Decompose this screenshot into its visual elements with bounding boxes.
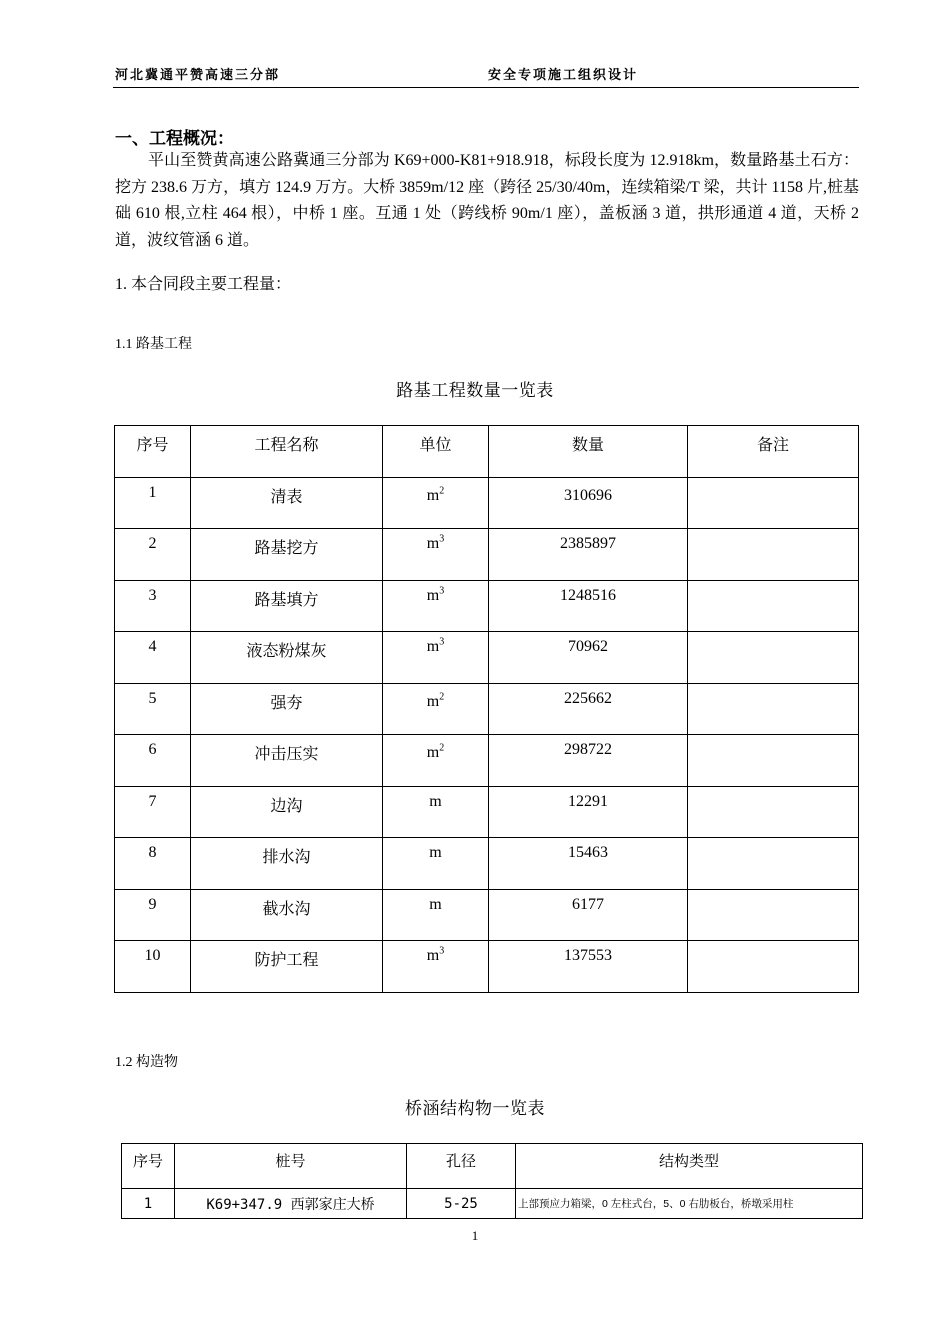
row-name: 边沟 <box>191 786 383 838</box>
row-note <box>688 735 859 787</box>
header-cell: 桩号 <box>175 1144 407 1189</box>
row-note <box>688 941 859 993</box>
row-unit <box>383 735 489 787</box>
row-qty: 70962 <box>489 632 688 684</box>
section-title: 一、工程概况： <box>115 129 234 149</box>
table-row <box>115 941 859 993</box>
row-note <box>688 786 859 838</box>
header-rule <box>113 87 859 88</box>
unit-exponent: 2 <box>439 485 445 497</box>
header-cell: 单位 <box>383 426 489 478</box>
unit-exponent: 3 <box>439 533 445 545</box>
row-note <box>688 889 859 941</box>
row-qty: 6177 <box>489 889 688 941</box>
header-cell: 备注 <box>688 426 859 478</box>
row-structure-type: 上部预应力箱梁，0 左柱式台，5、0 右肋板台，桥墩采用柱 <box>516 1189 863 1219</box>
table-row <box>115 477 859 529</box>
row-qty: 15463 <box>489 838 688 890</box>
unit-exponent: 3 <box>439 945 445 957</box>
unit-text: m <box>429 792 442 810</box>
row-qty: 137553 <box>489 941 688 993</box>
table-row <box>115 786 859 838</box>
header-cell: 数量 <box>489 426 688 478</box>
table-row <box>115 580 859 632</box>
row-note <box>688 477 859 529</box>
table-row <box>115 735 859 787</box>
header-cell: 序号 <box>122 1144 175 1189</box>
row-name: 液态粉煤灰 <box>191 632 383 684</box>
intro-paragraph <box>115 148 859 254</box>
header-cell: 工程名称 <box>191 426 383 478</box>
row-no: 7 <box>115 786 191 838</box>
heading-subgrade: 1.1 路基工程 <box>115 337 192 352</box>
row-name: 排水沟 <box>191 838 383 890</box>
unit-text: m <box>426 486 440 504</box>
row-station: K69+347.9 西郭家庄大桥 <box>175 1189 407 1219</box>
row-no: 3 <box>115 580 191 632</box>
row-unit <box>383 941 489 993</box>
row-name: 路基挖方 <box>191 529 383 581</box>
row-name: 强夯 <box>191 683 383 735</box>
bridge-structure-table <box>121 1143 863 1219</box>
row-qty: 298722 <box>489 735 688 787</box>
unit-text: m <box>426 744 440 761</box>
row-no: 9 <box>115 889 191 941</box>
row-no: 1 <box>122 1189 175 1219</box>
table1-caption: 路基工程数量一览表 <box>396 381 554 400</box>
row-qty: 225662 <box>489 683 688 735</box>
row-note <box>688 529 859 581</box>
unit-text: m <box>426 535 440 552</box>
header-right: 安全专项施工组织设计 <box>488 67 639 82</box>
heading-structures: 1.2 构造物 <box>115 1055 178 1070</box>
table-row <box>115 683 859 735</box>
row-no: 2 <box>115 529 191 581</box>
row-qty: 1248516 <box>489 580 688 632</box>
row-qty: 2385897 <box>489 529 688 581</box>
row-unit <box>383 838 489 890</box>
row-unit <box>383 632 489 684</box>
row-no: 4 <box>115 632 191 684</box>
table-row <box>115 889 859 941</box>
unit-text: m <box>426 586 440 604</box>
unit-exponent: 2 <box>439 691 445 703</box>
row-name: 防护工程 <box>191 941 383 993</box>
table-row <box>115 632 859 684</box>
unit-text: m <box>426 692 440 710</box>
row-no: 6 <box>115 735 191 787</box>
unit-exponent: 2 <box>439 742 445 754</box>
row-name: 截水沟 <box>191 889 383 941</box>
row-note <box>688 683 859 735</box>
row-unit <box>383 889 489 941</box>
table-row <box>122 1189 863 1219</box>
table-header-row <box>122 1144 863 1189</box>
row-qty: 310696 <box>489 477 688 529</box>
row-unit <box>383 683 489 735</box>
row-span: 5-25 <box>407 1189 516 1219</box>
row-name: 冲击压实 <box>191 735 383 787</box>
row-no: 1 <box>115 477 191 529</box>
row-unit <box>383 786 489 838</box>
row-name: 清表 <box>191 477 383 529</box>
header-left: 河北冀通平赞高速三分部 <box>115 67 281 82</box>
table2-caption: 桥涵结构物一览表 <box>405 1099 545 1118</box>
page-number: 1 <box>471 1228 479 1243</box>
table-header-row <box>115 426 859 478</box>
intro-text: 平山至赞黄高速公路冀通三分部为 K69+000-K81+918.918，标段长度为 12.918km，数量路基土石方：挖方 238.6 万方，填方 124.9 万方。大桥 3859m/12 座（跨径 25/30/40m，连续箱梁/T 梁，共计 1158 片,桩基础 610 根,立柱 464 根），中桥 1 座。互通 1 处（跨线桥 90m/1 座），盖板涵 3 道，拱形通道 4 道，天桥 2 道，波纹管涵 6 道。 <box>115 152 859 249</box>
row-note <box>688 632 859 684</box>
table-row <box>115 838 859 890</box>
row-qty: 12291 <box>489 786 688 838</box>
row-no: 10 <box>115 941 191 993</box>
header-cell: 序号 <box>115 426 191 478</box>
unit-exponent: 3 <box>439 585 445 597</box>
header-cell: 孔径 <box>407 1144 516 1189</box>
row-no: 5 <box>115 683 191 735</box>
heading-quantities: 1. 本合同段主要工程量： <box>115 276 292 293</box>
unit-text: m <box>429 895 442 913</box>
unit-text: m <box>426 638 440 655</box>
row-unit <box>383 477 489 529</box>
subgrade-quantity-table <box>114 425 859 993</box>
row-unit <box>383 580 489 632</box>
unit-text: m <box>429 844 442 861</box>
row-name: 路基填方 <box>191 580 383 632</box>
unit-exponent: 3 <box>439 636 445 648</box>
row-unit <box>383 529 489 581</box>
row-note <box>688 838 859 890</box>
table-row <box>115 529 859 581</box>
row-no: 8 <box>115 838 191 890</box>
row-note <box>688 580 859 632</box>
header-cell: 结构类型 <box>516 1144 863 1189</box>
unit-text: m <box>426 947 440 964</box>
